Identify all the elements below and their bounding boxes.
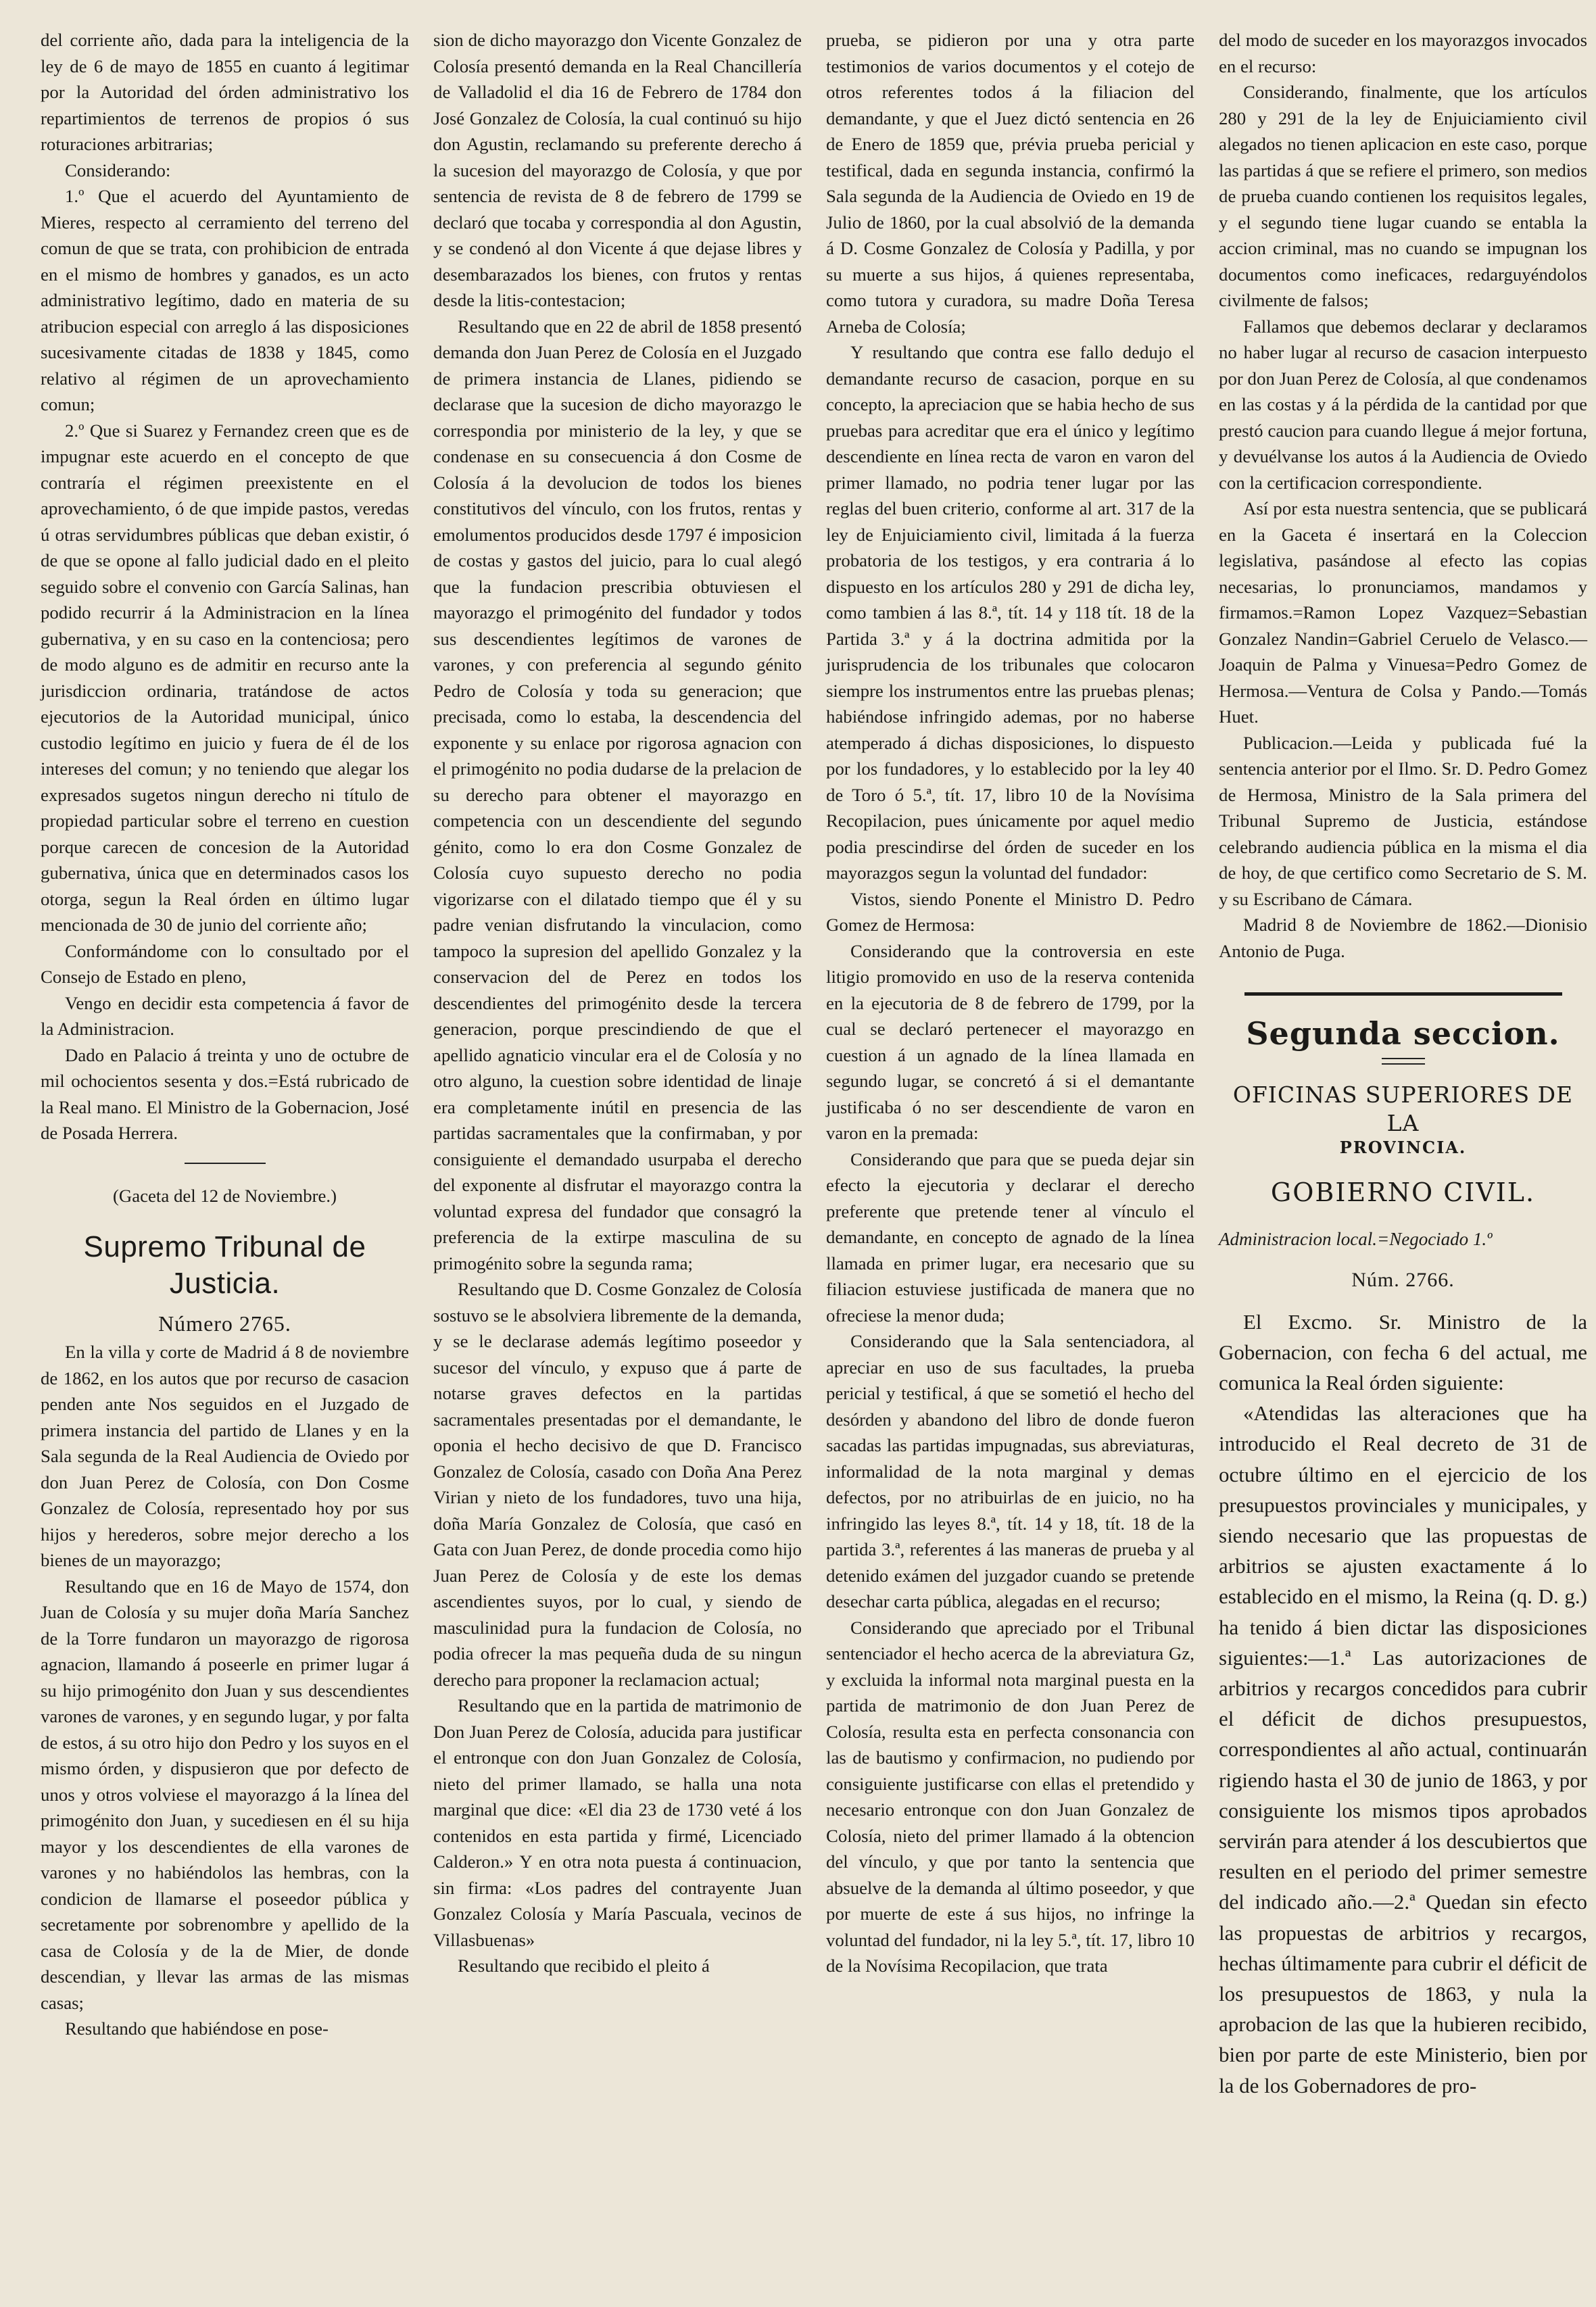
paragraph: del modo de suceder en los mayorazgos invocados en el recurso: <box>1219 30 1587 76</box>
paragraph: Vengo en decidir esta competencia á favor de la Administracion. <box>41 992 409 1039</box>
paragraph: «Atendidas las alteraciones que ha introducido el Real decreto de 31 de octubre último en el ejercicio de los presupuestos provinciales y municipales, y siendo necesario que las propuestas de arbitrios se ajusten exactamente á lo establecido en el mismo, la Reina (q. D. g.) ha tenido á bien dictar las disposiciones siguientes:—1.ª Las autorizaciones de arbitrios y recargos concedidos para cubrir el déficit de dichos presupuestos, correspondientes al año actual, continuarán rigiendo hasta el 30 de junio de 1863, y por consiguiente los mismos tipos aprobados servirán para atender á los descubiertos que resulten en el periodo del primer semestre del indicado año.—2.ª Quedan sin efecto las propuestas de arbitrios y recargos, hechas últimamente para cubrir el déficit de los presupuestos de 1863, y nula la aprobacion de las que la hubieren recibido, bien por parte de este Ministerio, bien por la de los Gobernadores de pro- <box>1219 1401 1587 2097</box>
paragraph: Considerando que apreciado por el Tribunal sentenciador el hecho acerca de la abreviatura Gz, y excluida la informal nota marginal puesta en la partida de matrimonio de don Juan Perez de Colosía, resulta esta en perfecta consonancia con las de bautismo y confirmacion, no pudiendo por consiguiente justificarse con ellas el pretendido y necesario entronque con don Juan Gonzalez de Colosía, nieto del primer llamado á la obtencion del vínculo, y que por tanto la sentencia que absuelve de la demanda al último poseedor, y que por muerte de este á sus hijos, no infringe la voluntad del fundador, ni la ley 5.ª, tít. 17, libro 10 de la Novísima Recopilacion, que trata <box>826 1617 1194 1976</box>
item-number: Núm. 2766. <box>1351 1268 1455 1291</box>
paragraph: Considerando que para que se pueda dejar sin efecto la ejecutoria y declarar el derecho preferente que pretende tener al vínculo el demandante, en concepto de agnado de la línea llamada en primer lugar, era necesario que su filiacion estuviese justificada de manera que no ofreciese la menor duda; <box>826 1148 1194 1326</box>
paragraph: Así por esta nuestra sentencia, que se publicará en la Gaceta é insertará en la Coleccion legislativa, pasándose al efecto las copias necesarias, lo pronunciamos, mandamos y firmamos.=Ramon Lopez Vazquez=Sebastian Gonzalez Nandin=Gabriel Ceruelo de Velasco.—Joaquin de Palma y Vinuesa=Pedro Gomez de Hermosa.—Ventura de Colsa y Pando.—Tomás Huet. <box>1219 498 1587 727</box>
paragraph: Publicacion.—Leida y publicada fué la sentencia anterior por el Ilmo. Sr. D. Pedro Gomez de Hermosa, Ministro de la Sala primera del Tribunal Supremo de Justicia, estándose celebrando audiencia pública en la misma el dia de hoy, de que certifico como Secretario de S. M. y su Escribano de Cámara. <box>1219 732 1587 909</box>
paragraph: Resultando que en 16 de Mayo de 1574, don Juan de Colosía y su mujer doña María Sanchez de la Torre fundaron un mayorazgo de rigorosa agnacion, llamando á poseerle en primer lugar á su hijo primogénito don Juan y sus descendientes varones de varones, y en segundo lugar, y por falta de estos, á su otro hijo don Pedro y los suyos en el mismo órden, y dispusieron que por defecto de unos y otros volviese el mayorazgo á la línea del primogénito don Juan, y sucediesen en él su hija mayor y los descendientes de ella varones de varones y no habiéndolos las hembras, con la condicion de llamarse el poseedor pública y secretamente por sobrenombre y apellido de la casa de Colosía y de la de Mier, de donde descendian, y llevar las armas de las mismas casas; <box>41 1576 409 2013</box>
paragraph: Conformándome con lo consultado por el Consejo de Estado en pleno, <box>41 940 409 987</box>
paragraph: Y resultando que contra ese fallo dedujo el demandante recurso de casacion, porque en su concepto, la apreciacion que se habia hecho de sus pruebas para acreditar que era el único y legítimo descendiente en línea recta de varon en varon del primer llamado, no podria tener lugar por las reglas del buen criterio, conforme al art. 317 de la ley de Enjuiciamiento civil, limitada á la fuerza probatoria de los testigos, y era contraria á lo dispuesto en los artículos 280 y 291 de dicha ley, como tambien á las 8.ª, tít. 14 y 118 tít. 18 de la Partida 3.ª y á la doctrina admitida por la jurisprudencia de los tribunales que colocaron siempre los instrumentos entre las pruebas plenas; habiéndose infringido ademas, por no haberse atemperado á dichas disposiciones, lo dispuesto por los fundadores, y lo establecido por la ley 40 de Toro ó 5.ª, tít. 17, libro 10 de la Novísima Recopilacion, pues únicamente por aquel medio podia prescindirse del órden de suceder en los mayorazgos segun la voluntad del fundador: <box>826 342 1194 883</box>
paragraph: El Excmo. Sr. Ministro de la Gobernacion, con fecha 6 del actual, me comunica la Real órden siguiente: <box>1219 1309 1587 1394</box>
column-4 <box>1216 27 1590 2283</box>
gazette-citation: (Gaceta del 12 de Noviembre.) <box>112 1185 337 1206</box>
paragraph: Vistos, siendo Ponente el Ministro D. Pedro Gomez de Hermosa: <box>826 888 1194 935</box>
office-subheading: PROVINCIA. <box>1339 1138 1467 1157</box>
paragraph: Dado en Palacio á treinta y uno de octubre de mil ochocientos sesenta y dos.=Está rubricado de la Real mano. El Ministro de la Gobernacion, José de Posada Herrera. <box>41 1044 409 1143</box>
section-divider <box>1244 992 1562 996</box>
paragraph: Considerando: <box>65 160 171 180</box>
paragraph: Resultando que en la partida de matrimonio de Don Juan Perez de Colosía, aducida para justificar el entronque con don Juan Gonzalez de Colosía, nieto del primer llamado, se halla una nota marginal que dice: «El dia 23 de 1730 veté á los contenidos en esta partida y firmé, Licenciado Calderon.» Y en otra nota puesta á continuacion, sin firma: «Los padres del contrayente Juan Gonzalez Colosía y María Pascuala, vecinos de Villasbuenas» <box>433 1695 802 1950</box>
paragraph: Resultando que en 22 de abril de 1858 presentó demanda don Juan Perez de Colosía en el Juzgado de primera instancia de Llanes, pidiendo se declarase que la sucesion de dicho mayorazgo le correspondia por ministerio de la ley, y que se condenase en su consecuencia á don Cosme de Colosía á la devolucion de todos los bienes constitutivos del vínculo, con los frutos, rentas y emolumentos producidos desde 1797 é imposicion de costas y gastos del juicio, para lo cual alegó que la fundacion prescribia obtuviesen el mayorazgo el primogénito del fundador y todos sus descendientes legítimos de varones de varones, y con preferencia al segundo génito Pedro de Colosía y toda su generacion; que precisada, como lo estaba, la descendencia del exponente y su enlace por rigorosa agnacion con el primogénito no podia dudarse de la prelacion de su derecho para obtener el mayorazgo en competencia con un descendiente del segundo génito, como lo era don Cosme Gonzalez de Colosía cuyo supuesto derecho no podia vigorizarse con el dilatado tiempo que él y su padre venian disfrutando la vinculacion, como tampoco la supresion del apellido Gonzalez y la conservacion del de Perez en todos los descendientes del primogénito desde la tercera generacion, porque prescindiendo de que el apellido agnaticio vincular era el de Colosía y no otro alguno, la cuestion sobre identidad de linaje era completamente inútil en presencia de las partidas sacramentales que la confirmaban, y por consiguiente el demandado usurpaba el derecho del exponente al disfrutar el mayorazgo contra la voluntad expresa del fundador que consagró la preferencia de la extirpe masculina de su primogénito sobre la segunda rama; <box>433 316 802 1273</box>
paragraph: En la villa y corte de Madrid á 8 de noviembre de 1862, en los autos que por recurso de casacion penden ante Nos seguidos en el Juzgado de primera instancia del partido de Llanes y en la Sala segunda de la Real Audiencia de Oviedo por don Juan Perez de Colosía, con Don Cosme Gonzalez de Colosía, representado hoy por sus hijos y herederos, sobre mejor derecho a los bienes de un mayorazgo; <box>41 1342 409 1570</box>
paragraph: Resultando que habiéndose en pose- <box>65 2018 329 2039</box>
paragraph: Resultando que D. Cosme Gonzalez de Colosía sostuvo se le absolviera libremente de la demanda, y se le declarase además legítimo poseedor y sucesor del vínculo, y expuso que á parte de notarse graves defectos en la partidas sacramentales presentadas por el demandante, le oponia el hecho decisivo de que D. Francisco Gonzalez de Colosía, casado con Doña Ana Perez Virian y nieto de los fundadores, tuvo una hija, doña María Gonzalez de Colosía, que casó en Gata con Juan Perez, de donde procedia como hijo Juan Perez de Colosía y de este los demas ascendientes suyos, por lo cual, y siendo de masculinidad pura la fundacion de Colosía, no podia ofrecer la mas pequeña duda de su ningun derecho para proponer la reclamacion actual; <box>433 1279 802 1690</box>
paragraph: Resultando que recibido el pleito á <box>458 1956 710 1976</box>
paragraph: 1.º Que el acuerdo del Ayuntamiento de Mieres, respecto al cerramiento del terreno del comun de que se trata, con prohibicion de entrada en el mismo de hombres y ganados, es un acto administrativo legítimo, dado en materia de su atribucion especial con arreglo á las disposiciones sucesivamente citadas de 1838 y 1845, como relativo al régimen de un aprovechamiento comun; <box>41 186 409 414</box>
paragraph: 2.º Que si Suarez y Fernandez creen que es de impugnar este acuerdo en el concepto de que contraría el régimen preexistente en el aprovechamiento, ó de que impide pastos, veredas ú otras servidumbres públicas que deban existir, ó de que se opone al fallo judicial dado en el pleito seguido sobre el convenio con García Salinas, han podido recurrir á la Administracion en la línea gubernativa, y en su caso en la contenciosa; pero de modo alguno es de admitir en recurso ante la jurisdiccion ordinaria, tratándose de actos ejecutorios de la Autoridad municipal, único custodio legítimo en juicio y fuera de él de los intereses del comun; y no teniendo que alegar los expresados sugetos ningun derecho ni título de propiedad particular sobre el terreno en cuestion porque carecen de concesion de la Autoridad gubernativa, única que en determinados casos los otorga, segun la Real órden en último lugar mencionada de 30 de junio del corriente año; <box>41 420 409 935</box>
column-1 <box>38 27 412 2283</box>
paragraph: prueba, se pidieron por una y otra parte testimonios de varios documentos y el cotejo de otros referentes todos á la filiacion del demandante, y que el Juez dictó sentencia en 26 de Enero de 1859 que, prévia prueba pericial y testifical, dada en segunda instancia, confirmó la Sala segunda de la Audiencia de Oviedo en 19 de Julio de 1860, por la cual absolvió de la demanda á D. Cosme Gonzalez de Colosía y Padilla, y por su muerte a sus hijos, á quienes representaba, como tutora y curadora, su madre Doña Teresa Arneba de Colosía; <box>826 30 1194 337</box>
divider <box>185 1163 266 1164</box>
court-title: Supremo Tribunal de Justicia. <box>83 1230 366 1300</box>
paragraph: Fallamos que debemos declarar y declaramos no haber lugar al recurso de casacion interpuesto por don Juan Perez de Colosía, al que condenamos en las costas y á la pérdida de la cantidad por que prestó caucion para cuando llegue á mejor fortuna, y devuélvanse los autos á la Audiencia de Oviedo con la certificacion correspondiente. <box>1219 316 1587 493</box>
paragraph: Considerando que la controversia en este litigio promovido en uso de la reserva contenida en la ejecutoria de 8 de febrero de 1799, por la cual se declaró pertenecer el mayorazgo en cuestion á un agnado de la línea llamada en segundo lugar, se concretó á si el demantante justificaba ó no ser descendiente de varon en varon en la premada: <box>826 940 1194 1143</box>
large-text-block <box>1219 1307 1587 2101</box>
column-3 <box>823 27 1197 2283</box>
section-title: Segunda seccion. <box>1246 1015 1560 1052</box>
paragraph: sion de dicho mayorazgo don Vicente Gonzalez de Colosía presentó demanda en la Real Chancillería de Valladolid el dia 16 de Febrero de 1784 don José Gonzalez de Colosía, la cual continuó su hijo don Agustin, reclamando su preferente derecho á la sucesion del mayorazgo de Colosía, y que por sentencia de revista de 8 de febrero de 1799 se declaró que tocaba y correspondia al don Agustin, y se condenó al don Vicente á que dejase libres y desembarazados los bienes, con frutos y rentas desde la litis-contestacion; <box>433 30 802 310</box>
paragraph: del corriente año, dada para la inteligencia de la ley de 6 de mayo de 1855 en cuanto á legitimar por la Autoridad del órden administrativo los repartimientos de terrenos de propios ó sus roturaciones arbitrarias; <box>41 30 409 154</box>
admin-line: Administracion local.=Negociado 1.º <box>1219 1229 1493 1249</box>
paragraph: Madrid 8 de Noviembre de 1862.—Dionisio Antonio de Puga. <box>1219 915 1587 961</box>
government-heading: GOBIERNO CIVIL. <box>1270 1177 1536 1207</box>
paragraph: Considerando que la Sala sentenciadora, al apreciar en uso de sus facultades, la prueba pericial y testifical, á que se sometió el hecho del desórden y abandono del libro de donde fueron sacadas las partidas impugnadas, sus abreviaturas, informalidad de la nota marginal y demas defectos, por no atribuirlas de en juicio, no ha infringido las leyes 8.ª, tít. 14 y 18, tít. 18 de la partida 3.ª, referentes á las maneras de prueba y al detenido exámen del juzgador cuando se pretende desechar carta pública, alegadas en el recurso; <box>826 1331 1194 1611</box>
office-heading: OFICINAS SUPERIORES DE LA <box>1232 1082 1574 1136</box>
double-rule <box>1382 1058 1425 1065</box>
paragraph: Considerando, finalmente, que los artículos 280 y 291 de la ley de Enjuiciamiento civil alegados no tienen aplicacion en este caso, porque las partidas á que se refiere el primero, son medios de prueba cuando contienen los requisitos legales, y el segundo tiene lugar cuando se entabla la accion criminal, mas no cuando se impugnan los documentos como ineficaces, redarguyéndolos civilmente de falsos; <box>1219 82 1587 310</box>
item-number: Número 2765. <box>158 1311 291 1336</box>
column-2 <box>431 27 804 2283</box>
